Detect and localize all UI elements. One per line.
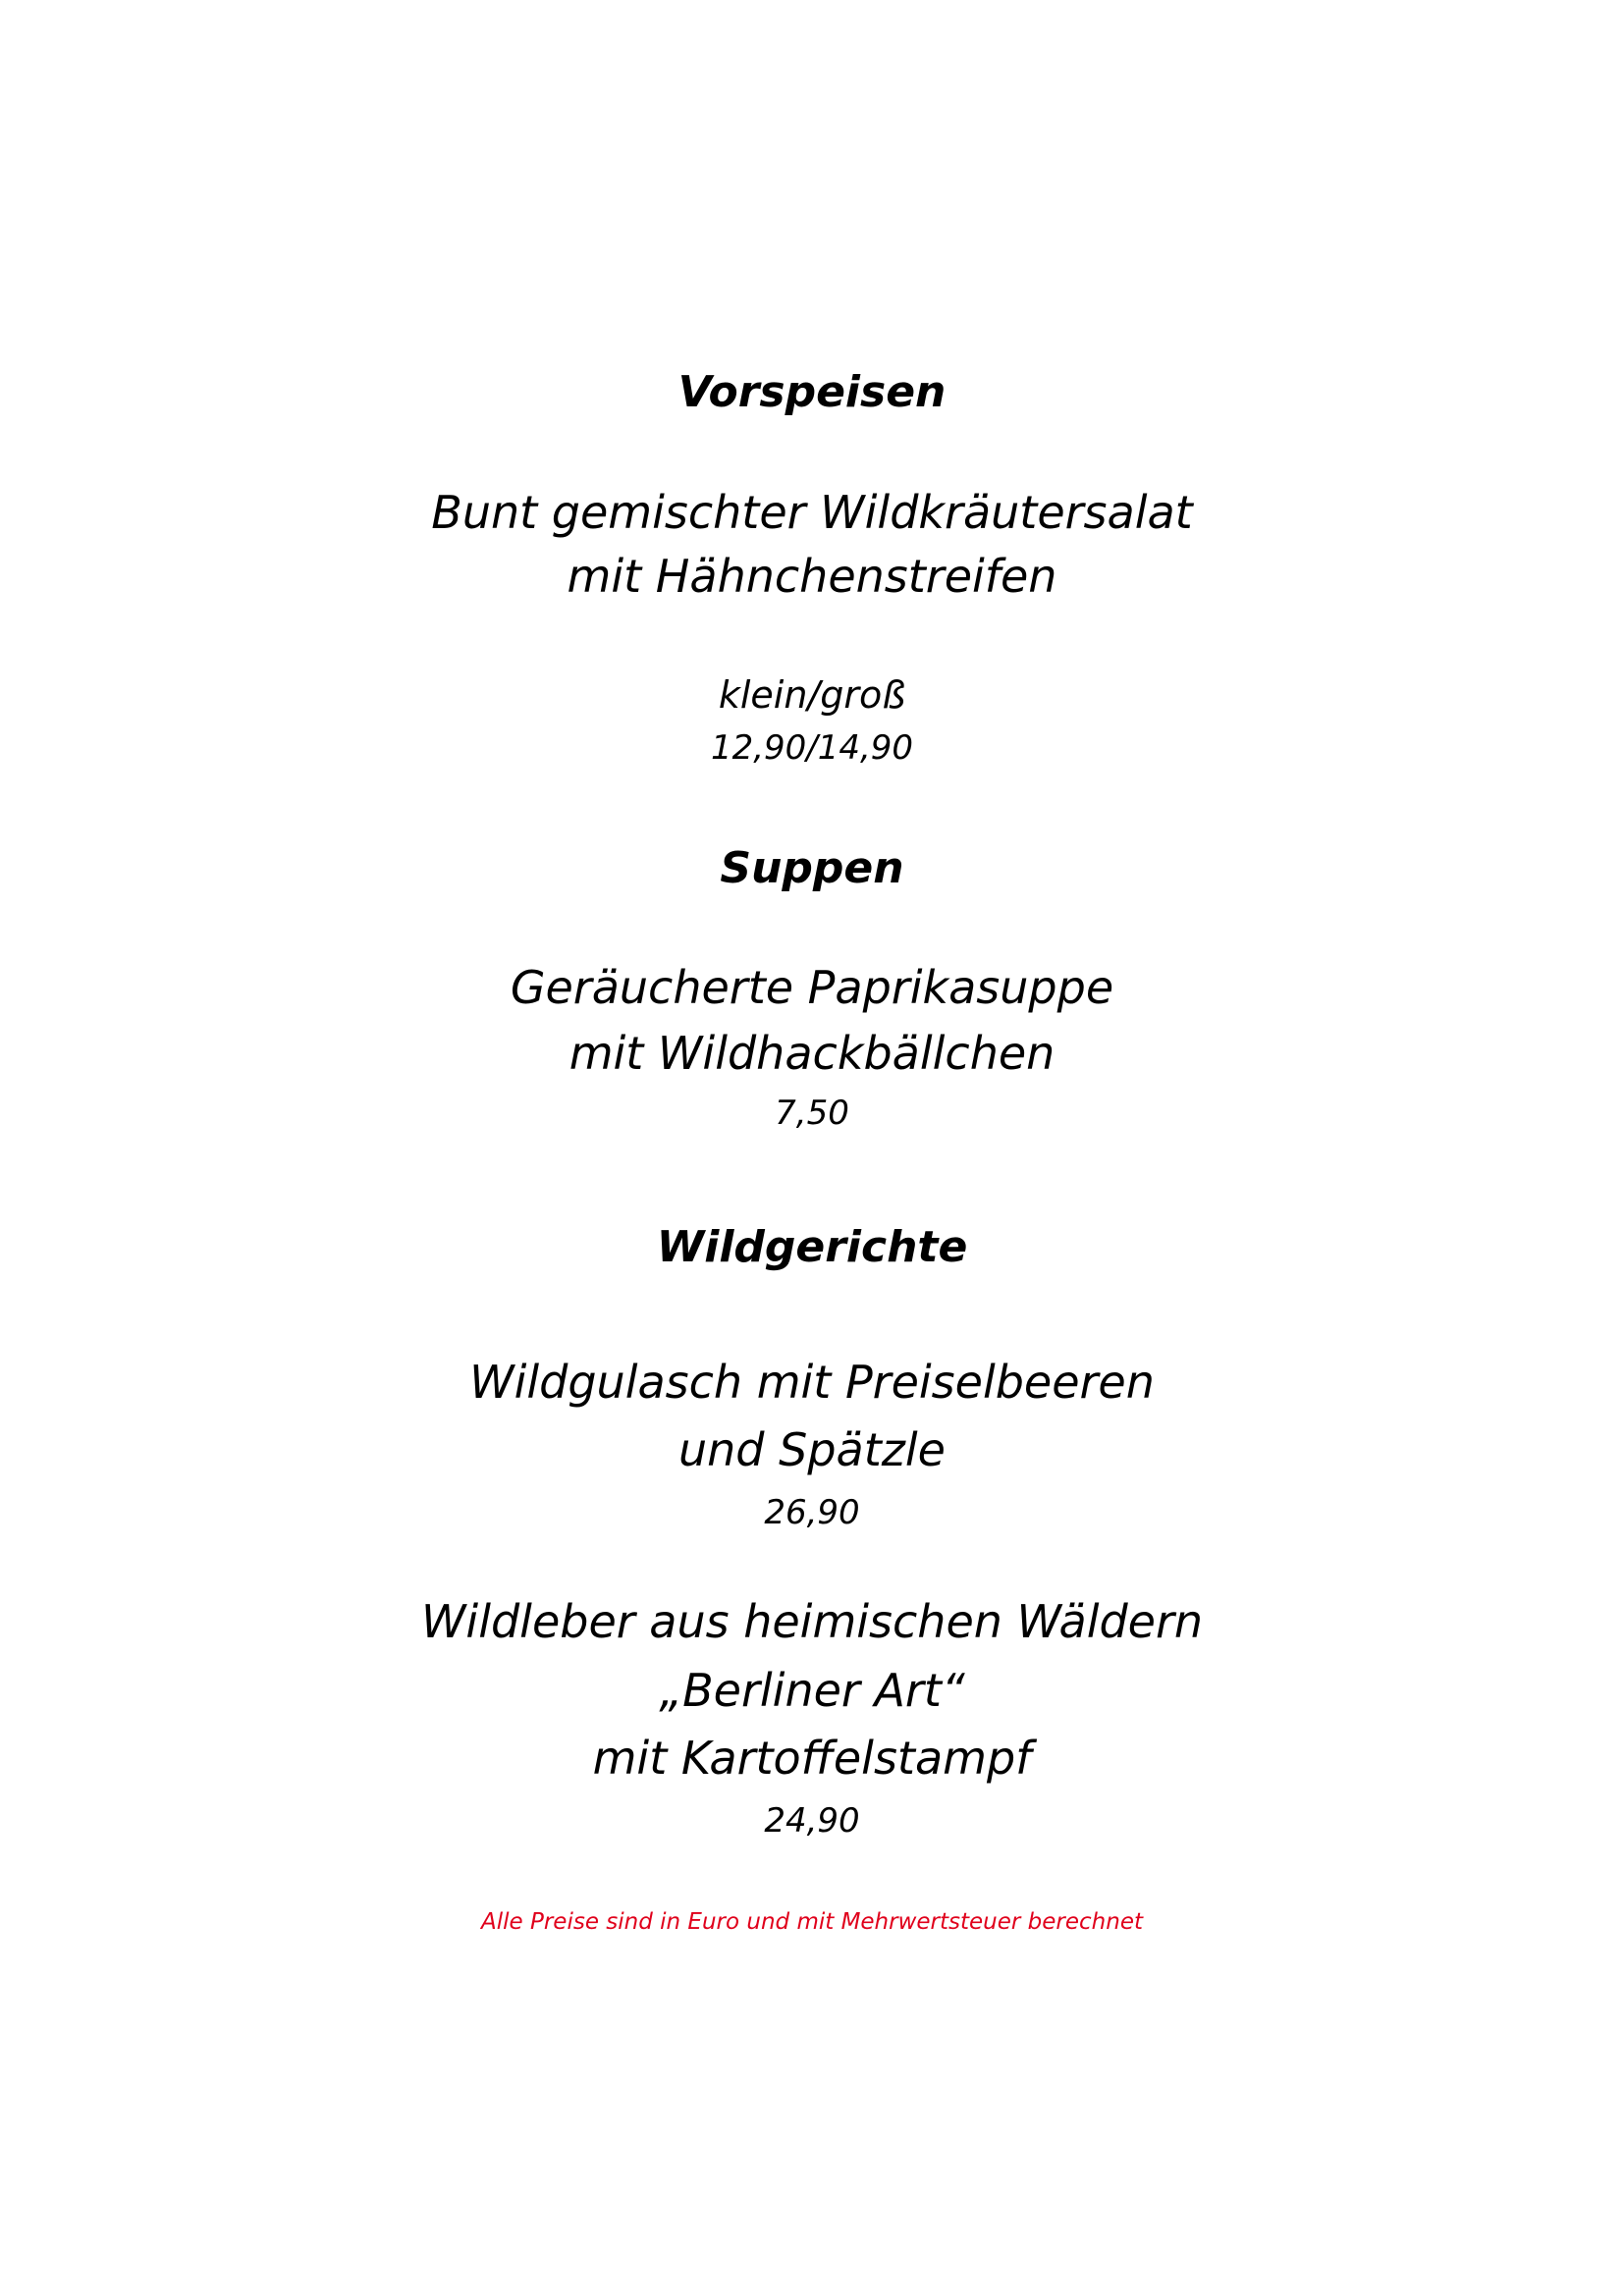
- dish-price: 12,90/14,90: [710, 728, 914, 768]
- section-heading-vorspeisen: Vorspeisen: [677, 367, 947, 417]
- dish-line: mit Kartoffelstampf: [592, 1732, 1032, 1785]
- section-heading-wildgerichte: Wildgerichte: [656, 1222, 968, 1272]
- dish-price: 7,50: [775, 1094, 849, 1133]
- dish-line: mit Wildhackbällchen: [568, 1027, 1056, 1080]
- dish-line: Wildleber aus heimischen Wäldern: [420, 1595, 1204, 1648]
- dish-price: 26,90: [764, 1493, 860, 1532]
- price-footnote: Alle Preise sind in Euro und mit Mehrwertsteuer berechnet: [481, 1909, 1143, 1935]
- dish-price: 24,90: [764, 1801, 860, 1841]
- dish-line: Bunt gemischter Wildkräutersalat: [431, 486, 1193, 539]
- dish-line: Wildgulasch mit Preiselbeeren: [469, 1356, 1155, 1409]
- dish-line: und Spätzle: [678, 1423, 946, 1476]
- dish-line: mit Hähnchenstreifen: [567, 550, 1057, 603]
- dish-line: „Berliner Art“: [659, 1664, 965, 1717]
- dish-line: Geräucherte Paprikasuppe: [510, 961, 1114, 1014]
- size-label: klein/groß: [718, 673, 906, 717]
- section-heading-suppen: Suppen: [720, 843, 904, 893]
